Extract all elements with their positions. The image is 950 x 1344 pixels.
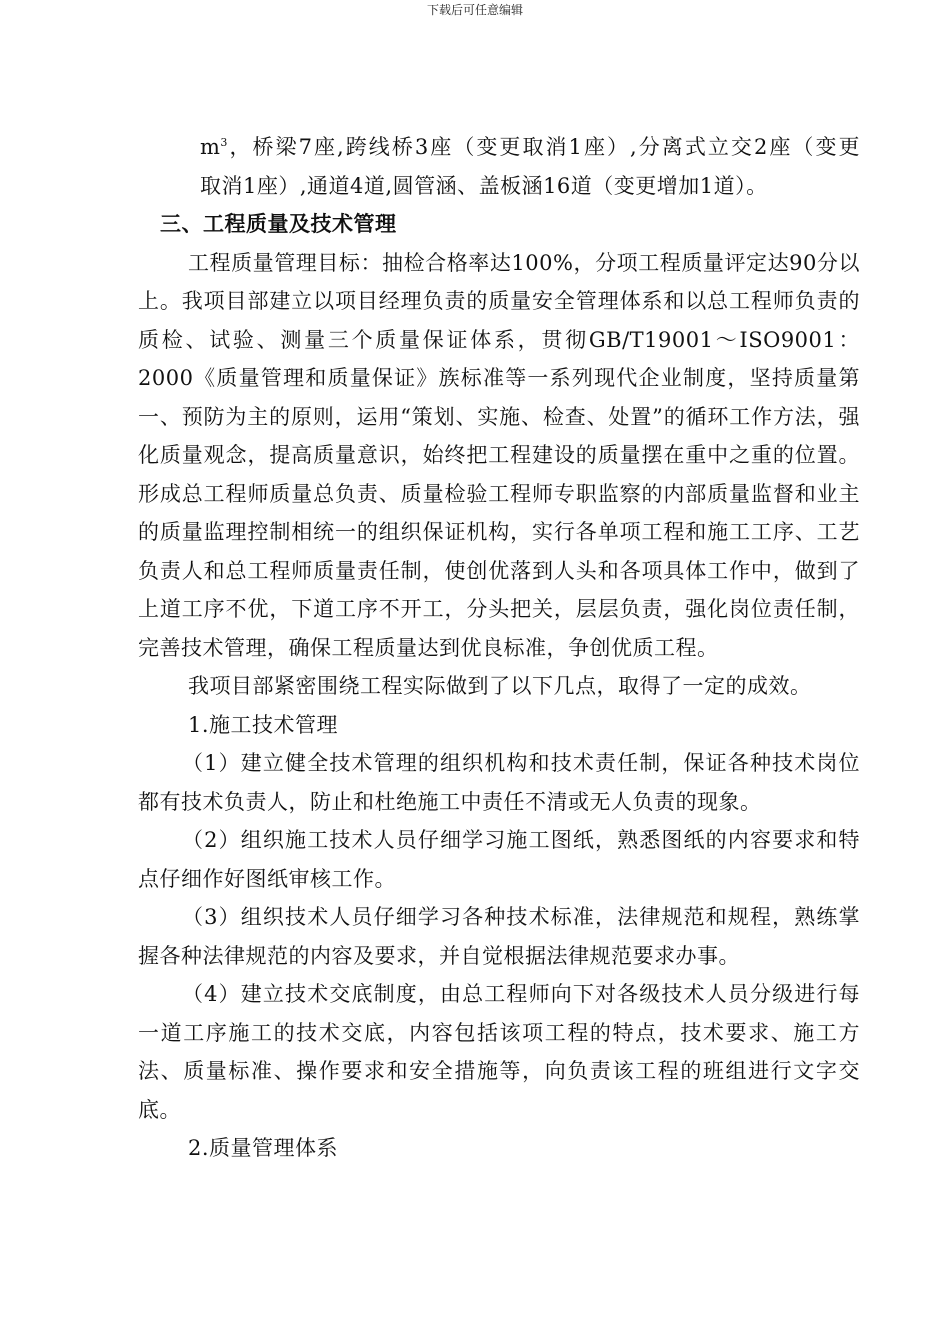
page-header-note: 下载后可任意编辑 xyxy=(426,3,523,17)
list-item-1: （1）建立健全技术管理的组织机构和技术责任制，保证各种技术岗位都有技术负责人，防止和杜绝施工中责任不清或无人负责的现象。 xyxy=(138,751,860,814)
list-item-2: （2）组织施工技术人员仔细学习施工图纸，熟悉图纸的内容要求和特点仔细作好图纸审核工作。 xyxy=(138,828,860,891)
bridges-text: ，桥梁7座,跨线桥3座（变更取消1座）,分离式立交2座（变更 xyxy=(227,135,860,159)
paragraph-effect: 我项目部紧密围绕工程实际做到了以下几点，取得了一定的成效。 xyxy=(188,674,812,698)
subheading-quality-system: 2.质量管理体系 xyxy=(188,1136,339,1160)
subheading-construction-tech: 1.施工技术管理 xyxy=(188,712,339,737)
paragraph-bridges-line1 xyxy=(138,128,860,167)
unit-superscript: 3 xyxy=(220,136,228,149)
paragraph-quality-goal: 工程质量管理目标：抽检合格率达100%，分项工程质量评定达90分以上。我项目部建立以项目经理负责的质量安全管理体系和以总工程师负责的质检、试验、测量三个质量保证体系，贯彻GB/T19001～ISO9001：2000《质量管理和质量保证》族标准等一系列现代企业制度，坚持质量第一、预防为主的原则，运用“策划、实施、检查、处置”的循环工作方法，强化质量观念，提高质量意识，始终把工程建设的质量摆在重中之重的位置。形成总工程师质量总负责、质量检验工程师专职监察的内部质量监督和业主的质量监理控制相统一的组织保证机构，实行各单项工程和施工工序、工艺负责人和总工程师质量责任制，使创优落到人头和各项具体工作中，做到了上道工序不优，下道工序不开工，分头把关，层层负责，强化岗位责任制，完善技术管理，确保工程质量达到优良标准，争创优质工程。 xyxy=(138,250,860,660)
list-item-3: （3）组织技术人员仔细学习各种技术标准，法律规范和规程，熟练掌握各种法律规范的内容及要求，并自觉根据法律规范要求办事。 xyxy=(138,905,860,968)
list-item-4: （4）建立技术交底制度，由总工程师向下对各级技术人员分级进行每一道工序施工的技术交底，内容包括该项工程的特点，技术要求、施工方法、质量标准、操作要求和安全措施等，向负责该工程的班组进行文字交底。 xyxy=(138,982,860,1122)
section-heading-3: 三、工程质量及技术管理 xyxy=(160,212,397,236)
paragraph-bridges-line2: 取消1座）,通道4道,圆管涵、盖板涵16道（变更增加1道）。 xyxy=(200,173,768,198)
document-body xyxy=(138,128,860,1168)
unit-cubic-meter: m xyxy=(200,135,221,159)
